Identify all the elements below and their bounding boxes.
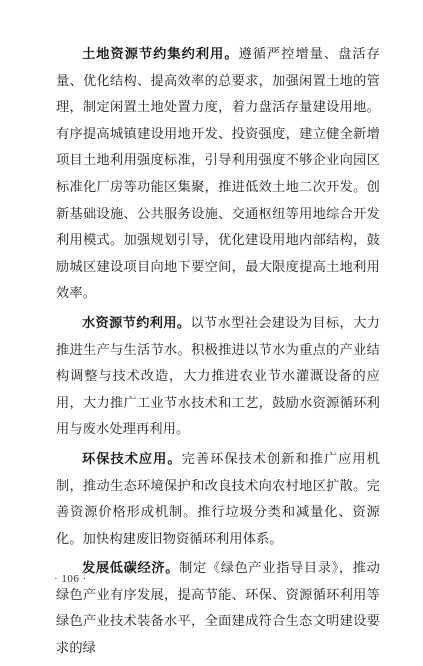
paragraph-low-carbon	[56, 556, 380, 662]
paragraph-land-resources	[56, 42, 380, 308]
paragraph-heading: 环保技术应用。	[82, 451, 182, 467]
paragraph-body: 制定《绿色产业指导目录》，推动绿色产业有序发展，提高节能、环保、资源循环利用等绿色产业技术装备水平，全面建成符合生态文明建设要求的绿	[56, 561, 380, 657]
paragraph-environmental-tech	[56, 447, 380, 553]
page-number: · 106 ·	[54, 573, 87, 585]
paragraph-water-resources	[56, 311, 380, 444]
paragraph-body: 遵循严控增量、盘活存量、优化结构、提高效率的总要求，加强闲置土地的管理，制定闲置土地处置力度，着力盘活存量建设用地。有序提高城镇建设用地开发、投资强度，建立健全新增项目土地利用强度标准，引导利用强度不够企业向园区标准化厂房等功能区集聚，推进低效土地二次开发。创新基础设施、公共服务设施、交通枢纽等用地综合开发利用模式。加强规划引导，优化建设用地内部结构，鼓励城区建设项目向地下要空间，最大限度提高土地利用效率。	[56, 47, 380, 302]
body-text	[56, 42, 380, 666]
paragraph-body: 完善环保技术创新和推广应用机制，推动生态环境保护和改良技术向农村地区扩散。完善资源价格形成机制。推行垃圾分类和减量化、资源化。加快构建废旧物资循环利用体系。	[56, 451, 380, 547]
paragraph-heading: 土地资源节约集约利用。	[82, 47, 239, 62]
paragraph-heading: 发展低碳经济。	[82, 561, 180, 577]
paragraph-body: 以节水型社会建设为目标，大力推进生产与生活节水。积极推进以节水为重点的产业结构调整与技术改造，大力推进农业节水灌溉设备的应用，大力推广工业节水技术和工艺，鼓励水资源循环利用与废水处理再利用。	[56, 315, 380, 438]
paragraph-heading: 水资源节约利用。	[82, 315, 191, 331]
